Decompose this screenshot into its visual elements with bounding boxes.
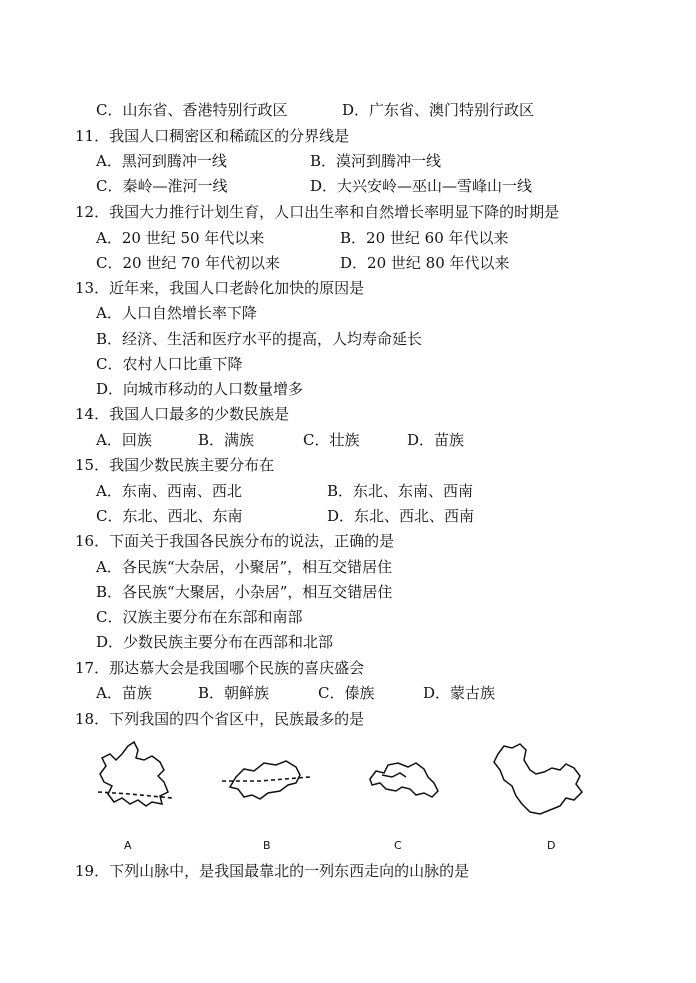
q12-stem: 12．我国大力推行计划生育，人口出生率和自然增长率明显下降的时期是 <box>75 203 560 221</box>
q13-option-c: C．农村人口比重下降 <box>96 355 243 373</box>
q11-stem: 11．我国人口稠密区和稀疏区的分界线是 <box>75 127 350 145</box>
q14-option-b: B．满族 <box>198 431 255 449</box>
q12-option-a: A．20 世纪 50 年代以来 <box>96 229 265 247</box>
q15-option-c: C．东北、西北、东南 <box>96 507 243 525</box>
q16-option-c: C．汉族主要分布在东部和南部 <box>96 608 303 626</box>
q13-option-d: D．向城市移动的人口数量增多 <box>96 380 304 398</box>
q16-stem: 16．下面关于我国各民族分布的说法，正确的是 <box>75 532 395 550</box>
q18-stem: 18．下列我国的四个省区中，民族最多的是 <box>75 710 365 728</box>
q13-option-a: A．人口自然增长率下降 <box>96 304 257 322</box>
q15-option-a: A．东南、西南、西北 <box>96 482 242 500</box>
q16-option-d: D．少数民族主要分布在西部和北部 <box>96 633 334 651</box>
q16-option-a: A．各民族“大杂居，小聚居”，相互交错居住 <box>96 558 393 576</box>
q15-stem: 15．我国少数民族主要分布在 <box>75 456 275 474</box>
q13-stem: 13．近年来，我国人口老龄化加快的原因是 <box>75 279 365 297</box>
q12-option-b: B．20 世纪 60 年代以来 <box>340 229 509 247</box>
q17-option-d: D．蒙古族 <box>423 684 496 702</box>
q14-option-d: D．苗族 <box>407 431 465 449</box>
q19-stem: 19．下列山脉中，是我国最靠北的一列东西走向的山脉的是 <box>75 862 470 880</box>
q17-option-b: B．朝鲜族 <box>198 684 270 702</box>
q10-option-c: C．山东省、香港特别行政区 <box>96 101 288 119</box>
q15-option-b: B．东北、东南、西南 <box>327 482 474 500</box>
map-label-b: B <box>263 839 271 852</box>
province-map-d <box>490 740 590 820</box>
q17-option-a: A．苗族 <box>96 684 152 702</box>
province-map-c <box>362 753 444 803</box>
q11-option-c: C．秦岭—淮河一线 <box>96 177 228 195</box>
q11-option-d: D．大兴安岭—巫山—雪峰山一线 <box>310 177 533 195</box>
q11-option-b: B．漠河到腾冲一线 <box>310 152 442 170</box>
q17-stem: 17．那达慕大会是我国哪个民族的喜庆盛会 <box>75 659 365 677</box>
q15-option-d: D．东北、西北、西南 <box>327 507 475 525</box>
province-outline-maps <box>80 735 600 855</box>
map-label-a: A <box>124 839 132 852</box>
q12-option-c: C．20 世纪 70 年代初以来 <box>96 254 280 272</box>
q11-option-a: A．黑河到腾冲一线 <box>96 152 227 170</box>
q13-option-b: B．经济、生活和医疗水平的提高，人均寿命延长 <box>96 330 423 348</box>
q14-stem: 14．我国人口最多的少数民族是 <box>75 405 290 423</box>
map-label-d: D <box>547 839 556 852</box>
q12-option-d: D．20 世纪 80 年代以来 <box>340 254 510 272</box>
q14-option-a: A．回族 <box>96 431 152 449</box>
q14-option-c: C．壮族 <box>303 431 360 449</box>
map-label-c: C <box>394 839 402 852</box>
q16-option-b: B．各民族“大聚居，小杂居”，相互交错居住 <box>96 583 393 601</box>
province-map-b <box>220 757 312 803</box>
province-map-a <box>90 740 180 812</box>
q10-option-d: D．广东省、澳门特别行政区 <box>342 101 535 119</box>
q17-option-c: C．傣族 <box>318 684 375 702</box>
